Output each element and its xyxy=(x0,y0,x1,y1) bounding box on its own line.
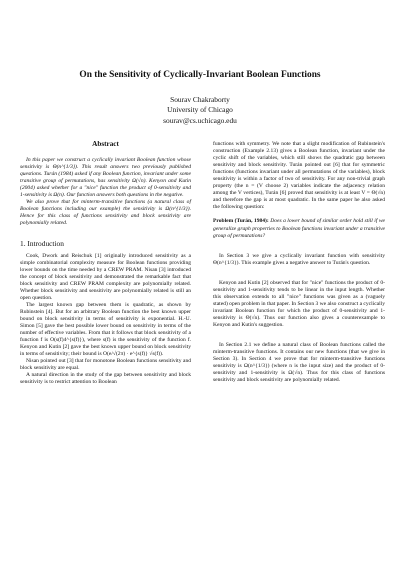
problem-text: Does a lower bound of similar order hold still if we generalize graph properties to Boolean functions invariant under a transitive group of permutations? xyxy=(213,218,385,239)
problem-statement xyxy=(213,218,385,239)
paper-title: On the Sensitivity of Cyclically-Invariant Boolean Functions xyxy=(79,70,321,80)
intro-paragraph-4: A natural direction in the study of the gap between sensitivity and block sensitivity is to restrict attention to Boolean xyxy=(20,372,191,386)
abstract-paragraph-1: In this paper we construct a cyclically invariant Boolean function whose sensitivity is Θ(n^{1/3}). This result answers two previously published questions. Turán (1984) asked if any Boolean function, invariant under some transitive group of permutations, has sensitivity Ω(√n). Kenyon and Kutin (2004) asked whether for a "nice" function the product of 0-sensitivity and 1-sensitivity is Ω(n). Our function answers both questions in the negative. xyxy=(20,157,191,199)
right-paragraph-4: In Section 2.1 we define a natural class of Boolean functions called the minterm-transitive functions. It contains our new functions (that we give in Section 3). In Section 4 we prove that for minterm-transitive functions sensitivity is Ω(n^{1/3}) (where n is the input size) and the product of 0-sensitivity and 1-sensitivity is Ω(√n). Thus for this class of functions sensitivity and block sensitivity are polynomially related. xyxy=(213,342,385,384)
right-paragraph-3: Kenyon and Kutin [2] observed that for "nice" functions the product of 0-sensitivity and 1-sensitivity tends to be linear in the input length. Whether this observation extends to all "nice" functions was given as a (vaguely stated) open problem in that paper. In Section 3 we also construct a cyclically invariant Boolean function for which the product of 0-sensitivity and 1-sensitivity is Θ(√n). Thus our function also gives a counterexample to Kenyon and Kutin's suggestion. xyxy=(213,279,385,328)
abstract-heading: Abstract xyxy=(92,140,119,148)
author-email: sourav@cs.uchicago.edu xyxy=(163,115,237,125)
abstract-paragraph-2: We also prove that for minterm-transitive functions (a natural class of Boolean functions including our example) the sensitivity is Ω(n^{1/3}). Hence for this class of functions sensitivity and block sensitivity are polynomially related. xyxy=(20,199,191,227)
problem-label: Problem (Turán, 1984): xyxy=(213,218,269,225)
right-paragraph-2: In Section 3 we give a cyclically invariant function with sensitivity Θ(n^{1/3}). This example gives a negative answer to Turán's question. xyxy=(213,252,385,266)
author-block xyxy=(20,95,380,126)
left-column xyxy=(20,141,191,386)
right-paragraph-1: functions with symmetry. We note that a slight modification of Rubinstein's construction (Example 2.13) gives a Boolean function, invariant under the cyclic shift of the variables, which still shows the quadratic gap between sensitivity and block sensitivity. Turán pointed out [6] that for symmetric functions (functions invariant under all permutations of the variables), block sensitivity is within a factor of two of sensitivity. For any non-trivial graph property (the n = (V choose 2) variables indicate the adjacency relation among the V vertices), Turán [6] proved that sensitivity is at least V = Θ(√n) and therefore the gap is at most quadratic. In the same paper he also asked the following question: xyxy=(213,141,385,211)
intro-paragraph-1: Cook, Dwork and Reischuk [1] originally introduced sensitivity as a simple combinatorial complexity measure for Boolean functions providing lower bounds on the time needed by a CREW PRAM. Nisan [3] introduced the concept of block sensitivity and demonstrated the remarkable fact that block sensitivity and CREW PRAM complexity are polynomially related. Whether block sensitivity and sensitivity are polynomially related is still an open question. xyxy=(20,252,191,301)
author-name: Sourav Chakraborty xyxy=(170,95,230,104)
abstract-body xyxy=(20,157,191,227)
right-column xyxy=(213,141,385,384)
intro-paragraph-2: The largest known gap between them is quadratic, as shown by Rubinstein [4]. But for an arbitrary Boolean function the best known upper bound on block sensitivity in terms of sensitivity is exponential. H.-U. Simon [5] gave the best possible lower bound on sensitivity in terms of the number of effective variables. From that it follows that block sensitivity of a function f is O(s(f)4^{s(f)}), where s(f) is the sensitivity of the function f. Kenyon and Kutin [2] gave the best known upper bound on block sensitivity in terms of sensitivity; their bound is O(e/√(2π) · e^{s(f)} √s(f)). xyxy=(20,301,191,358)
section-heading-introduction: 1. Introduction xyxy=(20,238,64,248)
author-affiliation: University of Chicago xyxy=(167,105,233,115)
intro-paragraph-3: Nisan pointed out [3] that for monotone Boolean functions sensitivity and block sensitivity are equal. xyxy=(20,358,191,372)
